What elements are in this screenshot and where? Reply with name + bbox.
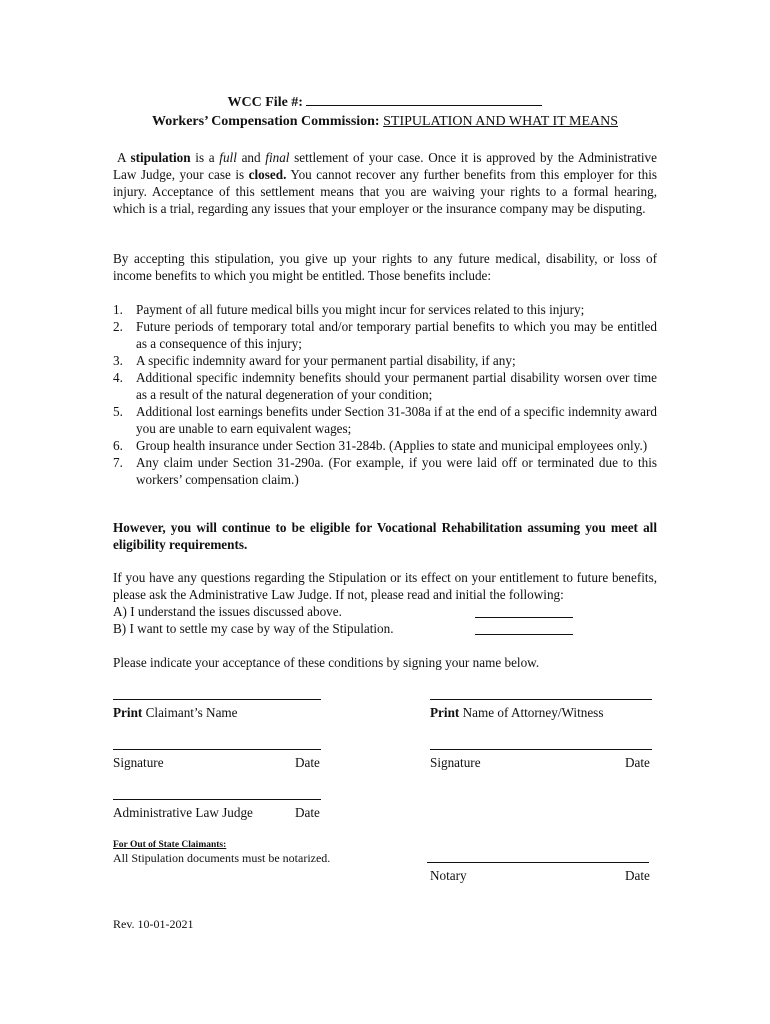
attorney-name-line[interactable] [430, 699, 652, 700]
term-stipulation: stipulation [130, 150, 191, 165]
attorney-date-label: Date [625, 755, 650, 770]
notary-date-label: Date [625, 868, 650, 883]
list-item: 6. Group health insurance under Section 31-284b. (Applies to state and municipal employees only.) [113, 438, 648, 453]
term-closed: closed. [248, 167, 287, 182]
alj-date-label: Date [295, 805, 320, 820]
claimant-signature-line[interactable] [113, 749, 321, 750]
claimant-name-label: Print Claimant’s Name [113, 705, 238, 720]
questions-paragraph: If you have any questions regarding the Stipulation or its effect on your entitlement to future benefits, please ask the Administrative Law Judge. If not, please read and initial the following: [113, 570, 657, 602]
list-item: 2. Future periods of temporary total and/or temporary partial benefits to which you may be entitled as a consequence of this injury; [113, 319, 657, 351]
page-subtitle: STIPULATION AND WHAT IT MEANS [383, 114, 619, 129]
page-title [0, 113, 770, 130]
list-item: 5. Additional lost earnings benefits under Section 31-308a if at the end of a specific indemnity award you are unable to earn equivalent wages; [113, 404, 657, 436]
file-number-line [0, 94, 770, 111]
alj-label: Administrative Law Judge [113, 805, 253, 820]
notary-label: Notary [430, 868, 467, 883]
attorney-name-label: Print Name of Attorney/Witness [430, 705, 604, 720]
claimant-name-line[interactable] [113, 699, 321, 700]
list-item: 1. Payment of all future medical bills you might incur for services related to this injury; [113, 302, 585, 317]
file-number-label: WCC File #: [227, 95, 303, 110]
intro-paragraph: A stipulation is a full and final settlement of your case. Once it is approved by the Administrative Law Judge, your case is closed. You cannot recover any further benefits from this employer for this injury. Acceptance of this settlement means that you are waiving your rights to a formal hearing, which is a trial, regarding any issues that your employer or the insurance company may be disputing. [113, 150, 658, 216]
out-of-state-heading: For Out of State Claimants: [113, 840, 227, 850]
list-item: 3. A specific indemnity award for your permanent partial disability, if any; [113, 353, 516, 368]
benefits-list [113, 301, 657, 488]
term-full: full [219, 150, 237, 165]
file-number-blank[interactable] [306, 105, 542, 106]
initial-item-a: A) I understand the issues discussed above. [113, 604, 342, 619]
acceptance-text: Please indicate your acceptance of these conditions by signing your name below. [113, 655, 540, 670]
alj-signature-line[interactable] [113, 799, 321, 800]
initial-item-b: B) I want to settle my case by way of the Stipulation. [113, 621, 394, 636]
initial-a-blank[interactable] [475, 617, 573, 618]
out-of-state-text: All Stipulation documents must be notarized. [113, 851, 331, 865]
initial-b-blank[interactable] [475, 634, 573, 635]
benefits-intro-paragraph: By accepting this stipulation, you give up your rights to any future medical, disability, or loss of income benefits to which you might be entitled. Those benefits include: [113, 251, 657, 283]
list-item: 4. Additional specific indemnity benefits should your permanent partial disability worsen over time as a result of the natural degeneration of your condition; [113, 370, 657, 402]
revision-date: Rev. 10-01-2021 [113, 917, 194, 931]
term-final: final [265, 150, 290, 165]
attorney-signature-line[interactable] [430, 749, 652, 750]
notary-signature-line[interactable] [427, 862, 649, 863]
claimant-signature-label: Signature [113, 755, 164, 770]
attorney-signature-label: Signature [430, 755, 481, 770]
claimant-date-label: Date [295, 755, 320, 770]
vocational-rehab-notice: However, you will continue to be eligible for Vocational Rehabilitation assuming you meet all eligibility requirements. [113, 520, 657, 552]
list-item: 7. Any claim under Section 31-290a. (For example, if you were laid off or terminated due to this workers’ compensation claim.) [113, 455, 657, 487]
commission-label: Workers’ Compensation Commission: [151, 114, 380, 129]
